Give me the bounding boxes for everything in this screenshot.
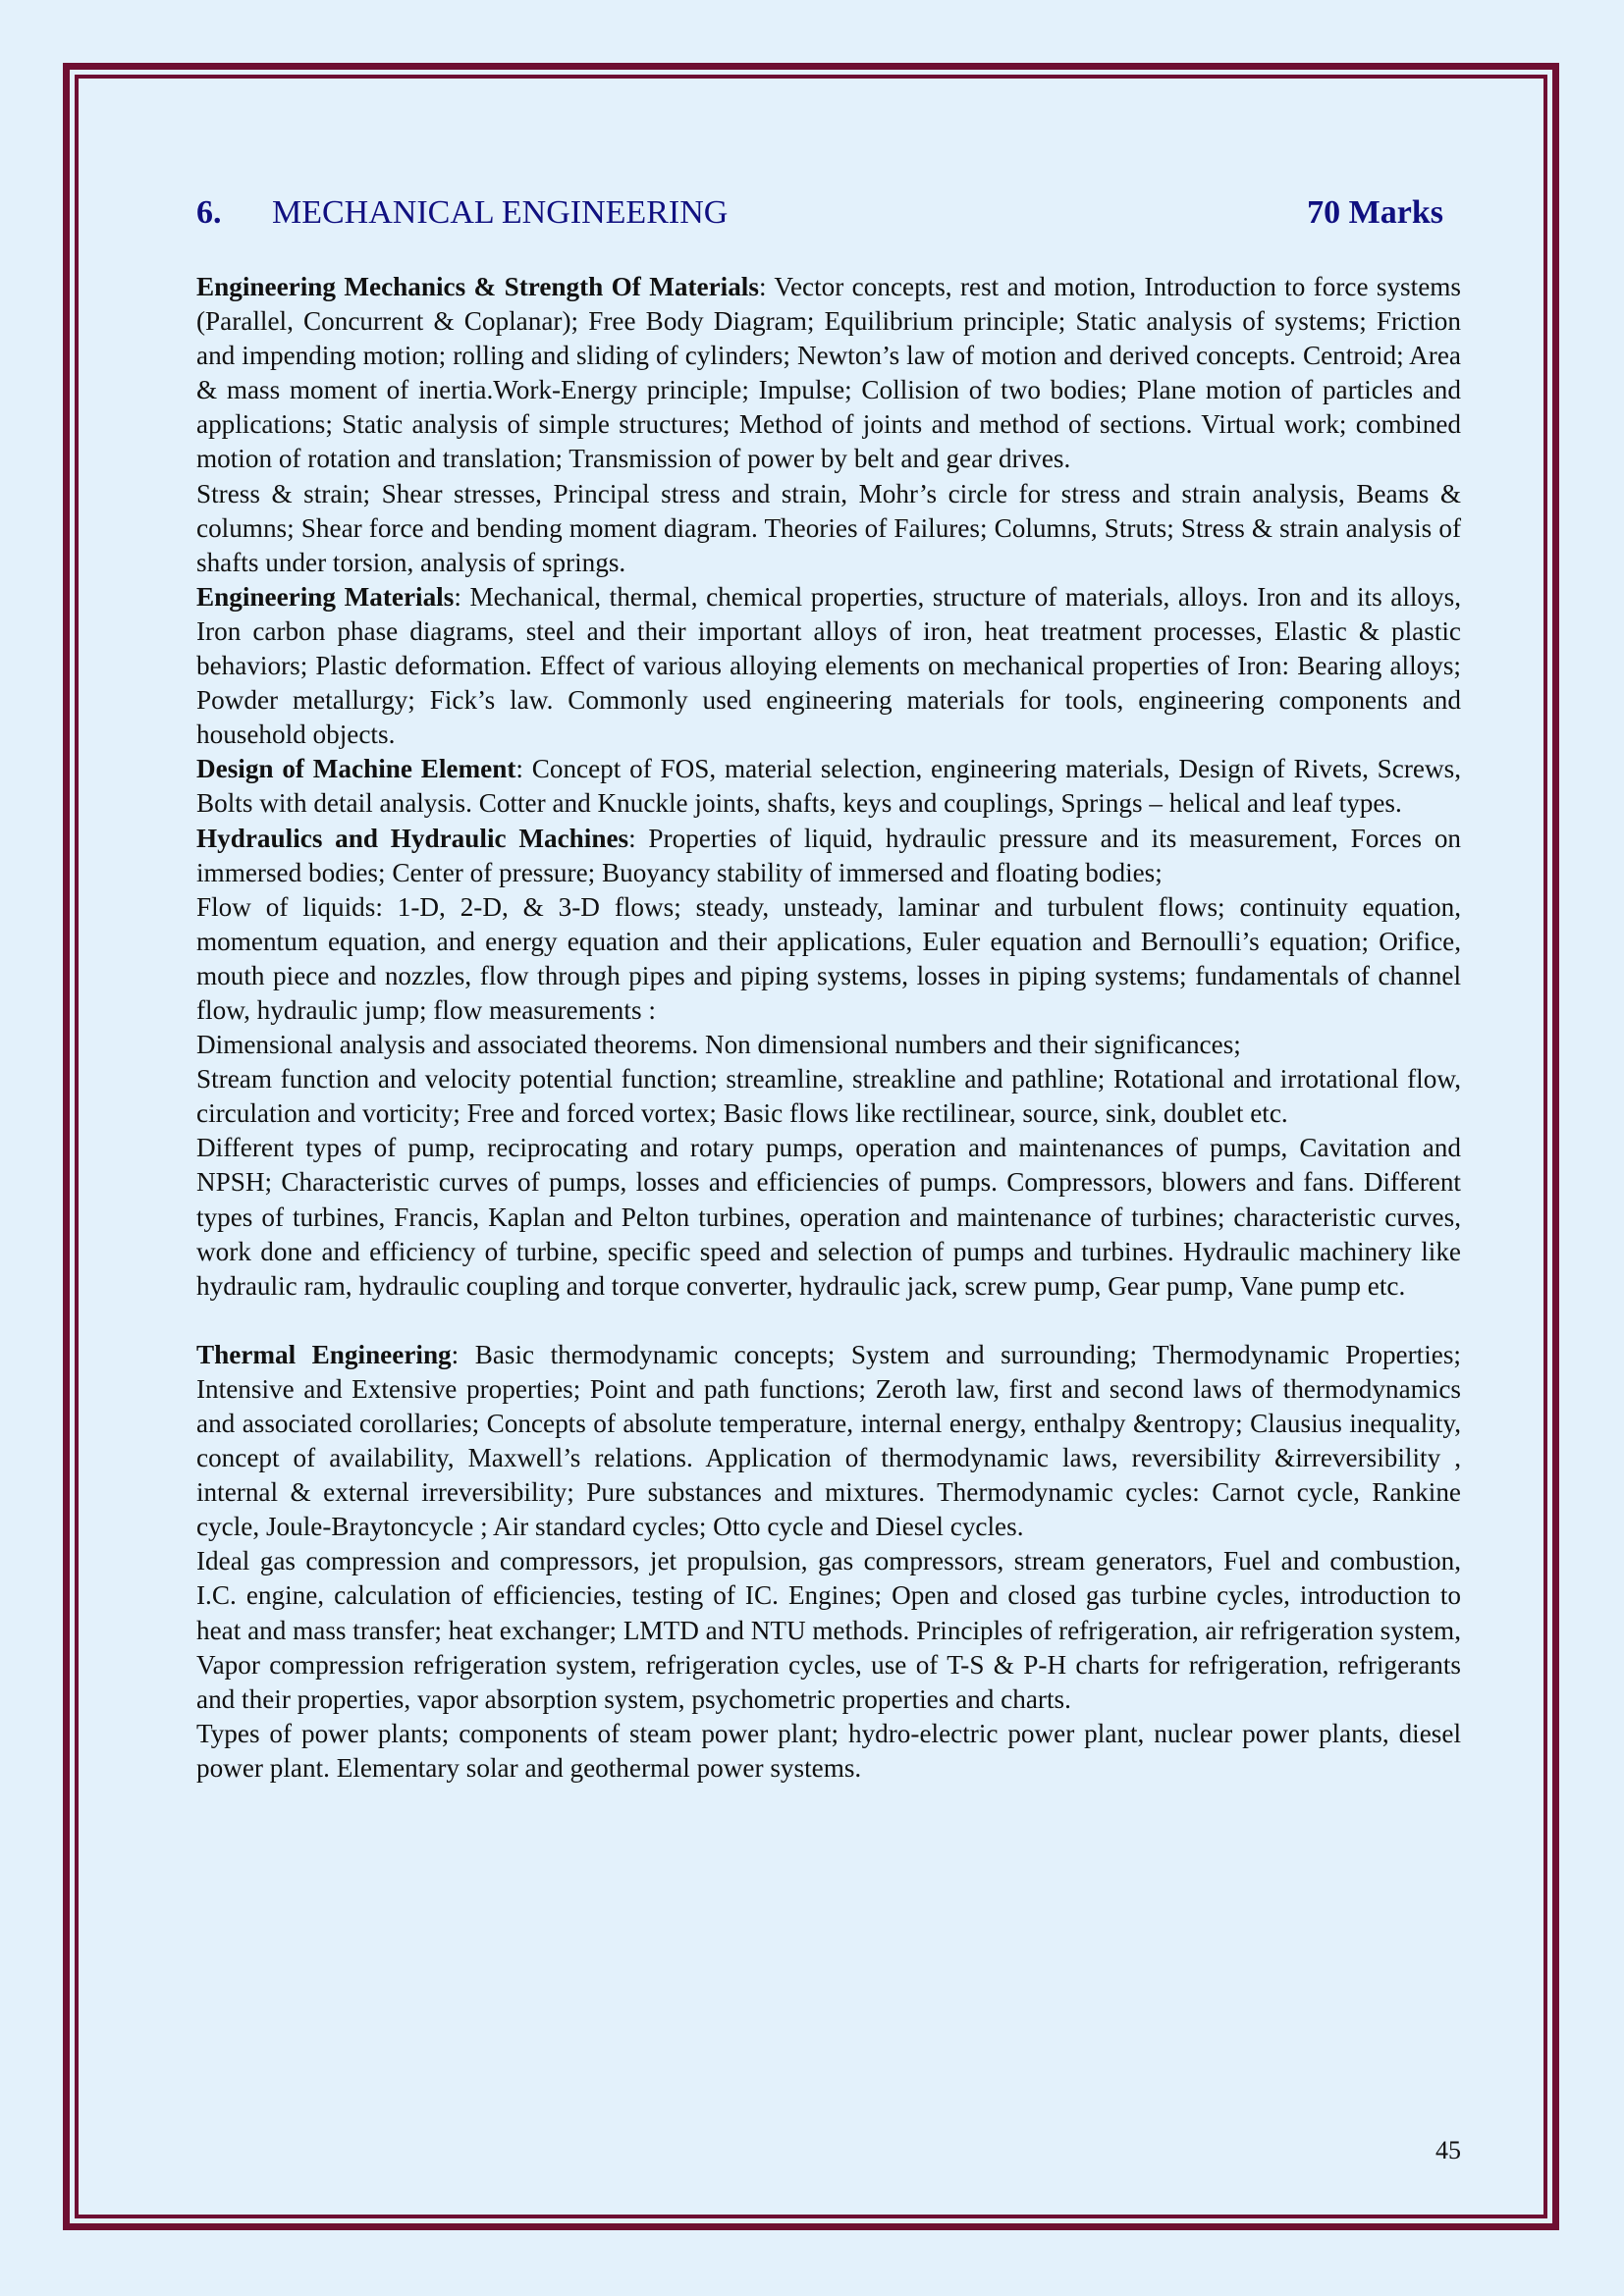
thermal-title: Thermal Engineering — [196, 1339, 452, 1369]
mechanics-paragraph — [196, 270, 1461, 477]
design-paragraph — [196, 752, 1461, 821]
section-marks: 70 Marks — [1307, 194, 1443, 231]
stream-function-paragraph: Stream function and velocity potential function; streamline, streakline and pathline; Rotational and irrotational flow, circulation and vorticity; Free and forced vortex; Basic flows like rectilinear, source, sink, doublet etc. — [196, 1064, 1461, 1129]
section-title: MECHANICAL ENGINEERING — [272, 194, 729, 231]
design-text: : Concept of FOS, material selection, engineering materials, Design of Rivets, Screws, Bolts with detail analysis. Cotter and Knuckle joints, shafts, keys and couplings, Springs – helical and leaf types. — [196, 754, 1461, 819]
materials-title: Engineering Materials — [196, 581, 455, 612]
flow-paragraph: Flow of liquids: 1-D, 2-D, & 3-D flows; steady, unsteady, laminar and turbulent flows; continuity equation, momentum equation, and energy equation and their applications, Euler equation and Bernoulli’s equation; Orifice, mouth piece and nozzles, flow through pipes and piping systems, losses in piping systems; fundamentals of channel flow, hydraulic jump; flow measurements : — [196, 891, 1461, 1025]
section-heading — [196, 194, 1443, 243]
hydraulics-paragraph — [196, 822, 1461, 890]
ideal-gas-paragraph: Ideal gas compression and compressors, jet propulsion, gas compressors, stream generators, Fuel and combustion, I.C. engine, calculation of efficiencies, testing of IC. Engines; Open and closed gas turbine cycles, introduction to heat and mass transfer; heat exchanger; LMTD and NTU methods. Principles of refrigeration, air refrigeration system, Vapor compression refrigeration system, refrigeration cycles, use of T-S & P-H charts for refrigeration, refrigerants and their properties, vapor absorption system, psychometric properties and charts. — [196, 1546, 1461, 1714]
stress-strain-paragraph: Stress & strain; Shear stresses, Principal stress and strain, Mohr’s circle for stress and strain analysis, Beams & columns; Shear force and bending moment diagram. Theories of Failures; Columns, Struts; Stress & strain analysis of shafts under torsion, analysis of springs. — [196, 478, 1461, 577]
syllabus-content — [196, 270, 1461, 1786]
mechanics-text: : Vector concepts, rest and motion, Introduction to force systems (Parallel, Concurrent & Coplanar); Free Body Diagram; Equilibrium principle; Static analysis of systems; Friction and impending motion; rolling and sliding of cylinders; Newton’s law of motion and derived concepts. Centroid; Area & mass moment of inertia.Work-Energy principle; Impulse; Collision of two bodies; Plane motion of particles and applications; Static analysis of simple structures; Method of joints and method of sections. Virtual work; combined motion of rotation and translation; Transmission of power by belt and gear drives. — [196, 272, 1461, 474]
dimensional-paragraph: Dimensional analysis and associated theorems. Non dimensional numbers and their significances; — [196, 1030, 1241, 1060]
pumps-paragraph: Different types of pump, reciprocating and rotary pumps, operation and maintenances of pumps, Cavitation and NPSH; Characteristic curves of pumps, losses and efficiencies of pumps. Compressors, blowers and fans. Different types of turbines, Francis, Kaplan and Pelton turbines, operation and maintenance of turbines; characteristic curves, work done and efficiency of turbine, specific speed and selection of pumps and turbines. Hydraulic machinery like hydraulic ram, hydraulic coupling and torque converter, hydraulic jack, screw pump, Gear pump, Vane pump etc. — [196, 1133, 1461, 1301]
section-number: 6. — [196, 194, 222, 231]
thermal-paragraph — [196, 1338, 1461, 1545]
materials-text: : Mechanical, thermal, chemical properties, structure of materials, alloys. Iron and its alloys, Iron carbon phase diagrams, steel and their important alloys of iron, heat treatment processes, Elastic & plastic behaviors; Plastic deformation. Effect of various alloying elements on mechanical properties of Iron: Bearing alloys; Powder metallurgy; Fick’s law. Commonly used engineering materials for tools, engineering components and household objects. — [196, 581, 1461, 750]
hydraulics-title: Hydraulics and Hydraulic Machines — [196, 823, 629, 853]
mechanics-title: Engineering Mechanics & Strength Of Materials — [196, 272, 759, 301]
materials-paragraph — [196, 580, 1461, 752]
page-number: 45 — [1435, 2136, 1461, 2164]
design-title: Design of Machine Element — [196, 754, 516, 784]
power-plants-paragraph: Types of power plants; components of steam power plant; hydro-electric power plant, nuclear power plants, diesel power plant. Elementary solar and geothermal power systems. — [196, 1718, 1461, 1783]
thermal-text: : Basic thermodynamic concepts; System and surrounding; Thermodynamic Properties; Intensive and Extensive properties; Point and path functions; Zeroth law, first and second laws of thermodynamics and associated corollaries; Concepts of absolute temperature, internal energy, enthalpy &entropy; Clausius inequality, concept of availability, Maxwell’s relations. Application of thermodynamic laws, reversibility &irreversibility , internal & external irreversibility; Pure substances and mixtures. Thermodynamic cycles: Carnot cycle, Rankine cycle, Joule-Braytoncycle ; Air standard cycles; Otto cycle and Diesel cycles. — [196, 1339, 1461, 1542]
hydraulics-text: : Properties of liquid, hydraulic pressure and its measurement, Forces on immersed bodies; Center of pressure; Buoyancy stability of immersed and floating bodies; — [196, 823, 1462, 887]
